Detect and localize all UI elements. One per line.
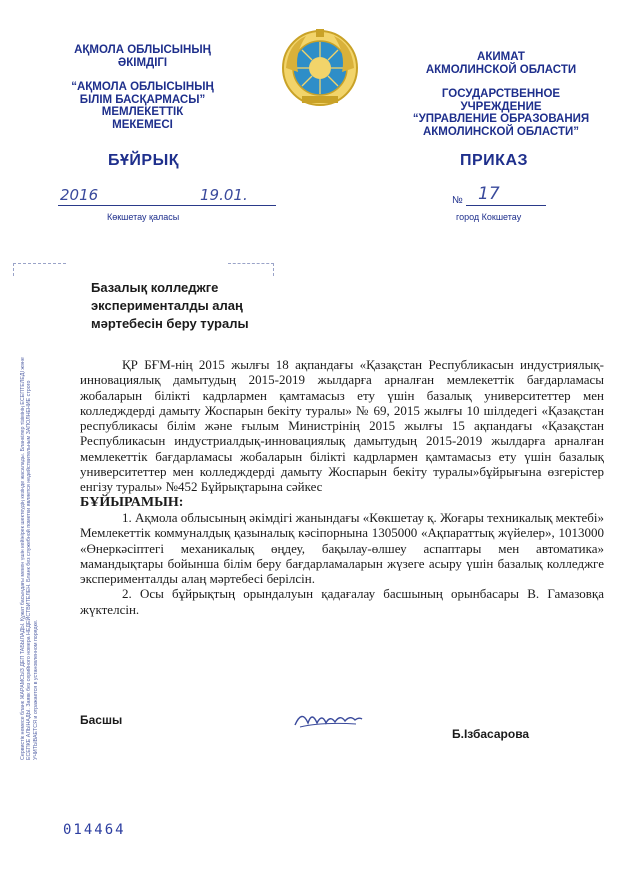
side-note: Сервистік немесе бланк ЖАРАМСЫЗ ДЕП ТАБЫЛАДЫ. Құжат басындағы мекен үшін кейінірек шектеудің кезінде жасалады. Бланкілер тізімінің ЕСЕПТЕЛЕДІ және ЕСЕПКЕ АЛЫНАДЫ. Заявк без серийного номера НЕДЕЙСТВИТЕЛЕН. Бланк без служебной пометки является недействительным ЗАПОЛНЕНИЕ строго УЧИТЫВАЕТСЯ и отражается в установленном порядке. (20, 357, 39, 760)
header-left-line: МЕКЕМЕСІ (112, 118, 173, 131)
corner-mark-left (13, 263, 66, 276)
body-item-2: 2. Осы бұйрықтың орындалуын қадағалау басшының орынбасары В. Гамазовқа жүктелсін. (80, 586, 604, 617)
header-right-line: “УПРАВЛЕНИЕ ОБРАЗОВАНИЯ (412, 113, 590, 125)
header-right-line: АКИМАТ (477, 51, 525, 63)
header-right-line: АКМОЛИНСКОЙ ОБЛАСТИ” (422, 125, 579, 138)
order-title-ru: ПРИКАЗ (460, 152, 529, 169)
header-right-block (395, 51, 607, 138)
header-left-line: “АҚМОЛА ОБЛЫСЫНЫҢ (71, 81, 214, 93)
header-left-line: ӘКІМДІГІ (117, 56, 168, 69)
header-left-line: МЕМЛЕКЕТТІК (101, 106, 184, 118)
handwritten-signature-icon (292, 705, 364, 731)
header-left-line: АҚМОЛА ОБЛЫСЫНЫҢ (74, 44, 211, 56)
signer-name: Б.Ізбасарова (452, 727, 530, 741)
document-body (80, 357, 604, 617)
order-title-kz: БҰЙРЫҚ (108, 152, 179, 169)
header-left-line: БІЛІМ БАСҚАРМАСЫ” (79, 93, 206, 106)
date-line (58, 205, 276, 206)
city-ru: город Кокшетау (456, 212, 522, 222)
number-line (466, 205, 546, 206)
header-gap (40, 69, 245, 81)
header-left-block (40, 44, 245, 131)
header-right-line: УЧРЕЖДЕНИЕ (460, 100, 542, 113)
decree-heading: БҰЙЫРАМЫН: (80, 494, 184, 510)
body-item-1: 1. Ақмола облысының әкімдігі жанындағы «Көкшетау қ. Жоғары техникалық мектебі» Мемлекеттік коммуналдық қазыналық кәсіпорнына 1305000 «Ақпараттық жүйелер», 1013000 «Өнеркәсіптегі механикалық өңдеу, бақылау-өлшеу аспаптары мен автоматика» мамандықтары бойынша білім беру бағдарламаларын жүзеге асыру үшін базалық колледжге эксперименталды алаң мәртебесі берілсін. (80, 509, 604, 587)
signer-title: Басшы (80, 713, 123, 727)
date-day: 19.01. (200, 186, 248, 204)
state-emblem-icon (280, 28, 360, 108)
corner-mark-right (228, 263, 274, 276)
body-paragraph: ҚР БҒМ-нің 2015 жылғы 18 ақпандағы «Қазақстан Республикасын индустриялық-инновациялық дамытудың 2015-2019 жылдарға арналған мемлекеттік бағдарламасы жобаларын білікті кадрлармен қамтамасыз ету үшін базалық университеттер мен колледждерді дамыту Жоспарын бекіту туралы» № 69, 2015 жылғы 10 шілдедегі «Қазақстан республикасы білім және ғылым Министрінің 2015 жылғы 15 ақпандағы «Қазақстан Республикасын индустриалдық-инновациялық дамытудың 2015-2019 жылдарға арналған мемлекеттік бағдарламасы жобаларын білікті кадрлармен қамтамасыз ету үшін базалық университеттер мен колледждерді дамыту Жоспарын бекіту туралы»бұйрығына өзгерістер енгізу туралы» №452 Бұйрықтарына сәйкес (80, 357, 604, 495)
date-year: 2016 (60, 186, 99, 204)
serial-number: 014464 (63, 822, 126, 838)
city-kz: Көкшетау қаласы (107, 212, 180, 222)
header-right-line: ГОСУДАРСТВЕННОЕ (441, 88, 561, 100)
number-sign: № (452, 195, 463, 206)
document-subject: Базалық колледжге эксперименталды алаң мәртебесін беру туралы (91, 280, 249, 331)
order-number: 17 (478, 184, 500, 204)
header-right-line: АКМОЛИНСКОЙ ОБЛАСТИ (425, 63, 577, 76)
header-gap (395, 76, 607, 88)
